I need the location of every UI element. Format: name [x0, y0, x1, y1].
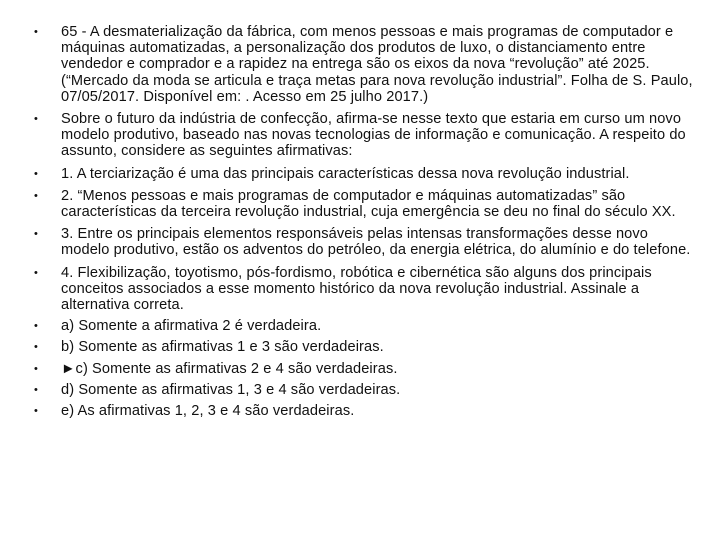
list-item-statement-1 — [34, 166, 698, 182]
bullet-icon: • — [34, 167, 38, 180]
bullet-icon: • — [34, 26, 38, 38]
list-item-option-a — [34, 318, 698, 334]
bullet-icon: • — [34, 362, 38, 375]
list-item-text: 4. Flexibilização, toyotismo, pós-fordismo, robótica e cibernética são alguns dos principais conceitos associados a esse momento histórico da nova revolução industrial. Assinale a alternativa correta. — [61, 264, 652, 314]
list-item-context — [34, 111, 698, 160]
list-item-text: d) Somente as afirmativas 1, 3 e 4 são verdadeiras. — [61, 381, 401, 398]
list-item-text: 2. “Menos pessoas e mais programas de computador e máquinas automatizadas” são características da terceira revolução industrial, cuja emergência se deu no final do século XX. — [61, 187, 676, 221]
list-item-option-d — [34, 382, 698, 398]
list-item-question-intro — [34, 24, 698, 105]
bullet-icon: • — [34, 405, 38, 418]
list-item-text: 1. A terciarização é uma das principais características dessa nova revolução industrial. — [61, 165, 630, 182]
list-item-text: ►c) Somente as afirmativas 2 e 4 são verdadeiras. — [61, 360, 398, 377]
list-item-statement-2 — [34, 188, 698, 220]
list-item-option-b — [34, 339, 698, 355]
bullet-icon: • — [34, 189, 38, 202]
list-item-text: a) Somente a afirmativa 2 é verdadeira. — [61, 318, 322, 335]
bullet-icon: • — [34, 266, 38, 279]
bullet-icon: • — [34, 228, 38, 241]
bullet-icon: • — [34, 341, 38, 354]
question-list — [34, 24, 698, 419]
list-item-text: Sobre o futuro da indústria de confecção, afirma-se nesse texto que estaria em curso um novo modelo produtivo, baseado nas novas tecnologias de informação e comunicação. A respeito do assunto, considere as seguintes afirmativas: — [61, 111, 686, 160]
list-item-option-c — [34, 361, 698, 377]
list-item-statement-3 — [34, 226, 698, 258]
bullet-icon: • — [34, 113, 38, 126]
list-item-option-e — [34, 403, 698, 419]
list-item-text: b) Somente as afirmativas 1 e 3 são verdadeiras. — [61, 339, 384, 356]
bullet-icon: • — [34, 320, 38, 333]
list-item-text: 65 - A desmaterialização da fábrica, com menos pessoas e mais programas de computador e máquinas automatizadas, a personalização dos produtos de luxo, o distanciamento entre vendedor e comprador e a rapidez na entrega são os eixos da nova “revolução” até 2025. (“Mercado da moda se articula e traça metas para nova revolução industrial”. Folha de S. Paulo, 07/05/2017. Disponível em: . Acesso em 25 julho 2017.) — [61, 24, 693, 105]
list-item-text: e) As afirmativas 1, 2, 3 e 4 são verdadeiras. — [61, 403, 355, 420]
list-item-statement-4 — [34, 265, 698, 314]
bullet-icon: • — [34, 383, 38, 396]
list-item-text: 3. Entre os principais elementos responsáveis pelas intensas transformações desse novo modelo produtivo, estão os adventos do petróleo, da energia elétrica, do alumínio e do telefone. — [61, 226, 691, 259]
